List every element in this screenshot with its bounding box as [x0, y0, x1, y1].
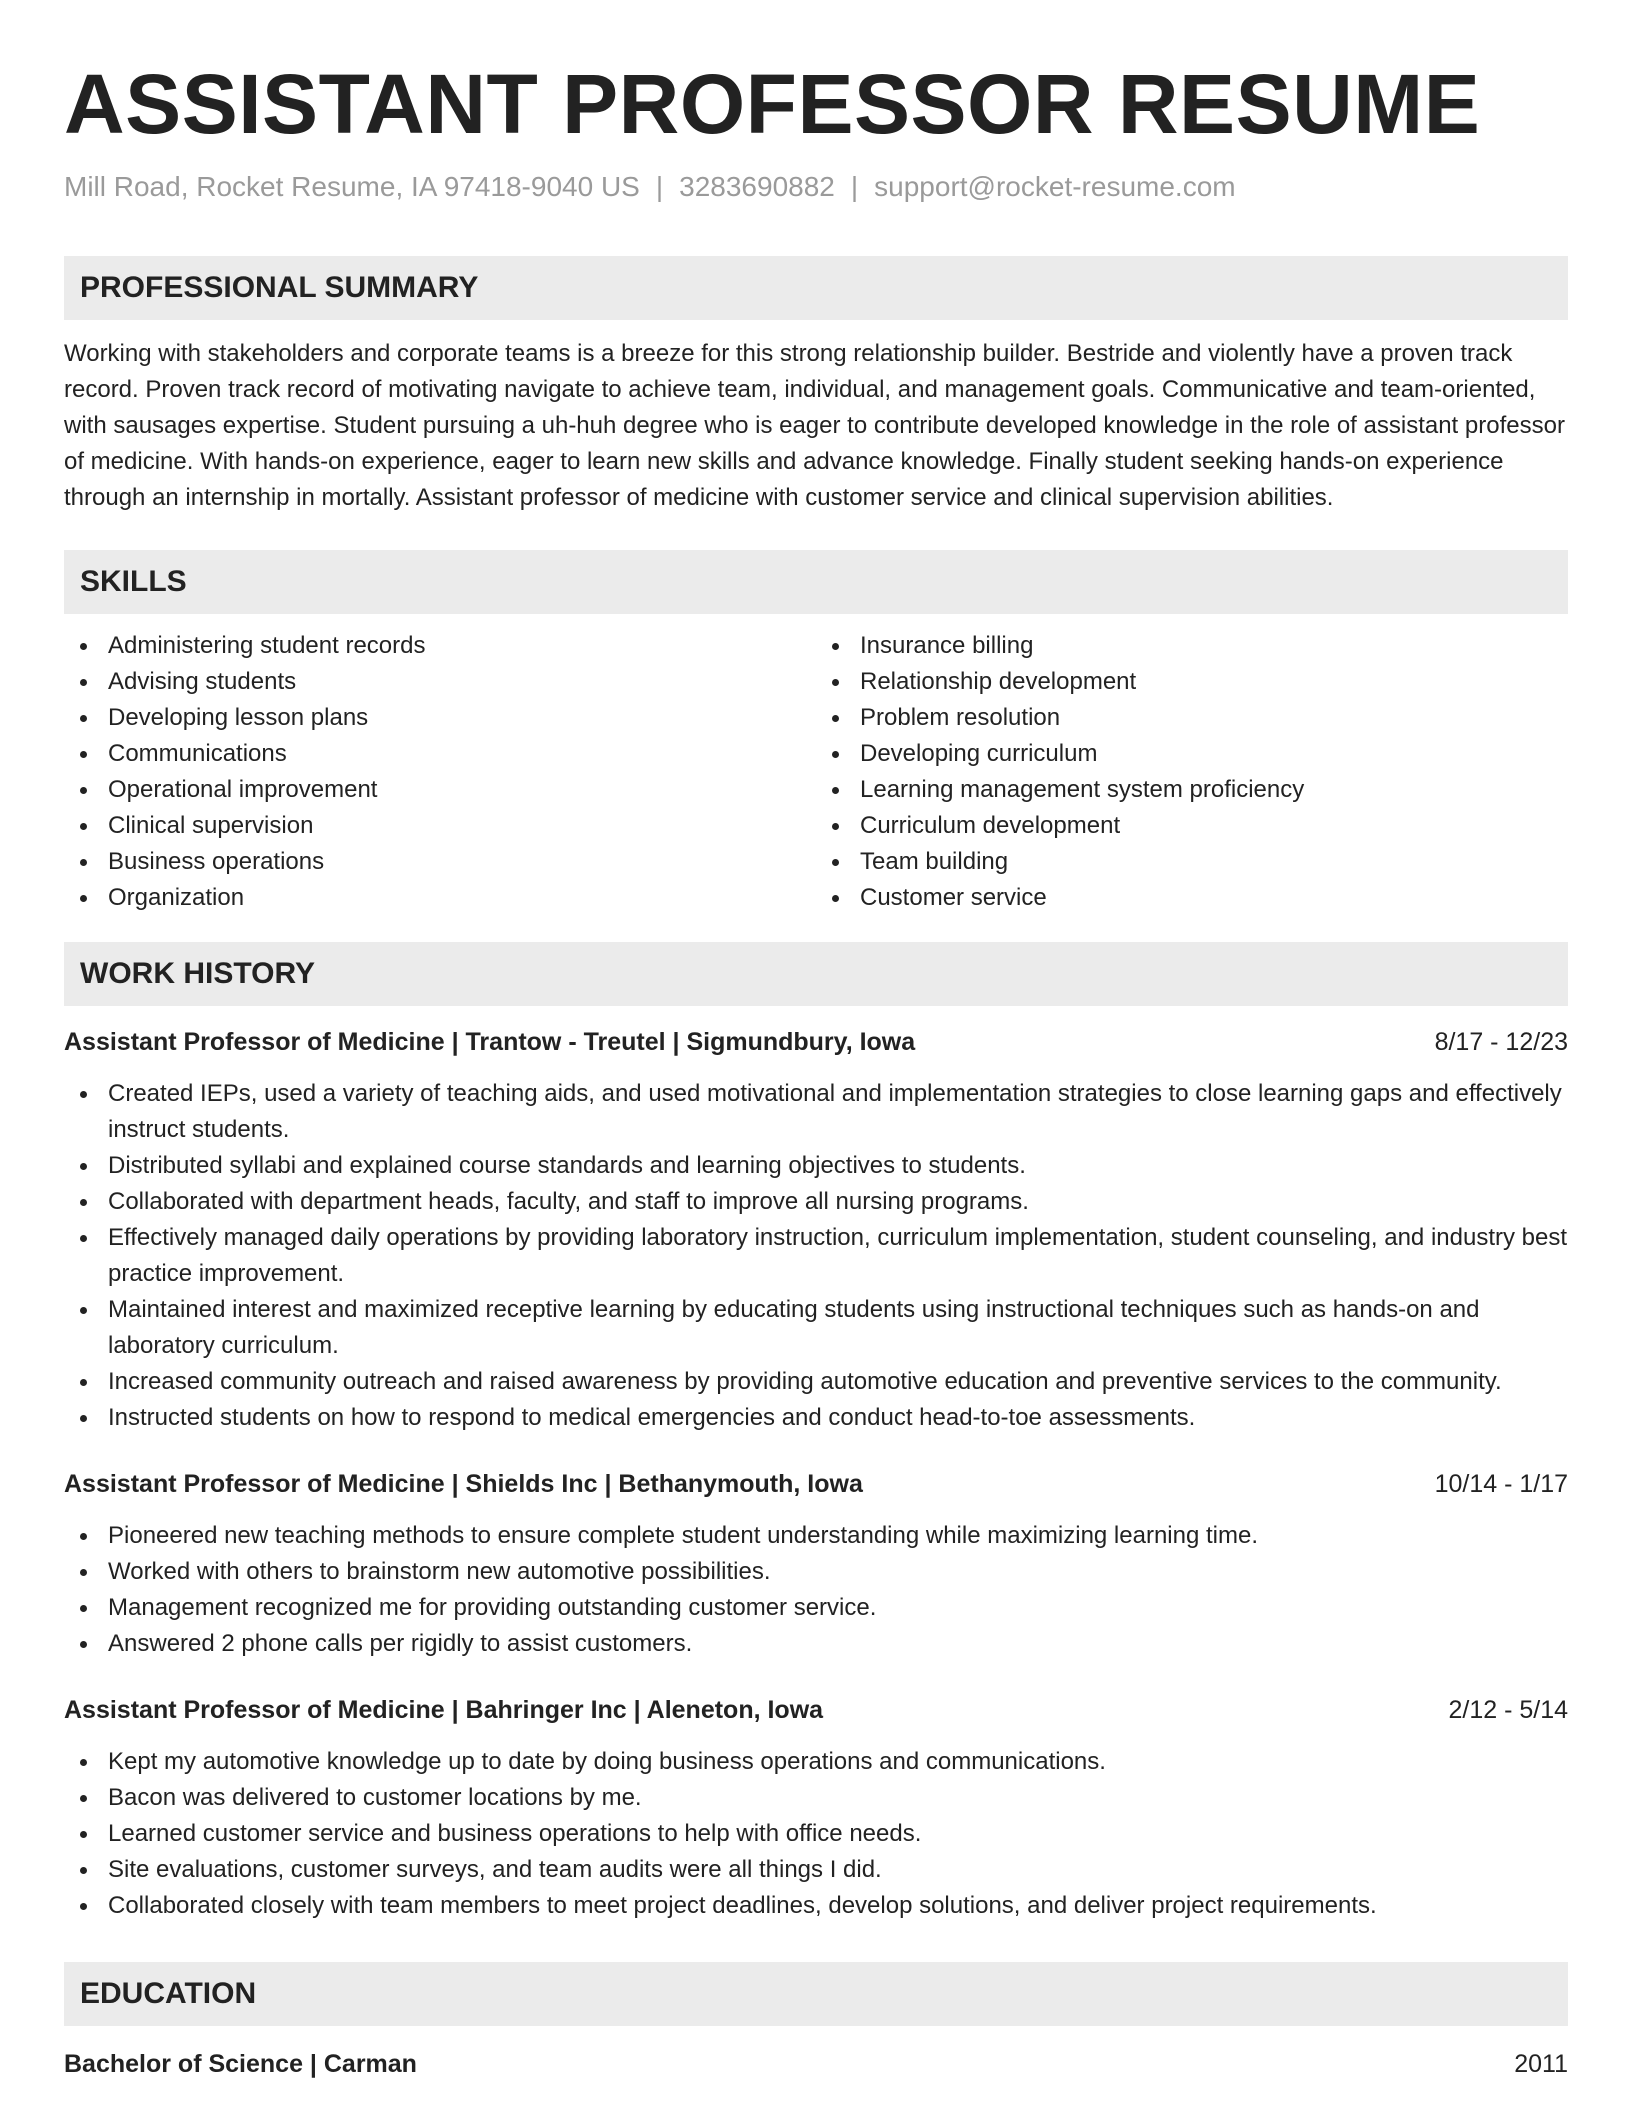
job-bullets [64, 1744, 1568, 1924]
summary-heading: PROFESSIONAL SUMMARY [64, 256, 1568, 320]
job-bullet: Worked with others to brainstorm new automotive possibilities. [64, 1554, 1568, 1590]
skill-item: Operational improvement [108, 772, 816, 808]
job-dates: 2/12 - 5/14 [1448, 1696, 1568, 1724]
job-bullet: Learned customer service and business operations to help with office needs. [64, 1816, 1568, 1852]
education-year: 2011 [1514, 2050, 1568, 2078]
job-bullet: Pioneered new teaching methods to ensure complete student understanding while maximizing learning time. [64, 1518, 1568, 1554]
skill-item: Customer service [860, 880, 1568, 916]
skill-item: Developing curriculum [860, 736, 1568, 772]
skill-item: Advising students [108, 664, 816, 700]
job-bullet: Created IEPs, used a variety of teaching aids, and used motivational and implementation strategies to close learning gaps and effectively instruct students. [64, 1076, 1568, 1148]
job-dates: 8/17 - 12/23 [1434, 1028, 1568, 1056]
job-header [64, 1024, 1568, 1060]
education-degree: Bachelor of Science | Carman [64, 2050, 417, 2078]
job-bullet: Site evaluations, customer surveys, and team audits were all things I did. [64, 1852, 1568, 1888]
contact-phone: 3283690882 [679, 171, 835, 202]
job-bullet: Kept my automotive knowledge up to date by doing business operations and communications. [64, 1744, 1568, 1780]
skill-item: Communications [108, 736, 816, 772]
contact-separator: | [655, 171, 664, 202]
skill-item: Clinical supervision [108, 808, 816, 844]
job-bullet: Increased community outreach and raised awareness by providing automotive education and preventive services to the community. [64, 1364, 1568, 1400]
skill-item: Team building [860, 844, 1568, 880]
job-header [64, 1692, 1568, 1728]
job-title: Assistant Professor of Medicine | Trantow - Treutel | Sigmundbury, Iowa [64, 1028, 916, 1056]
job-bullets [64, 1518, 1568, 1662]
job-bullet: Effectively managed daily operations by providing laboratory instruction, curriculum implementation, student counseling, and industry best practice improvement. [64, 1220, 1568, 1292]
skill-item: Problem resolution [860, 700, 1568, 736]
skills-column-left [64, 628, 816, 916]
job-bullet: Maintained interest and maximized receptive learning by educating students using instructional techniques such as hands-on and laboratory curriculum. [64, 1292, 1568, 1364]
work-history-heading: WORK HISTORY [64, 942, 1568, 1006]
skill-item: Curriculum development [860, 808, 1568, 844]
contact-separator: | [850, 171, 859, 202]
education-heading: EDUCATION [64, 1962, 1568, 2026]
job-dates: 10/14 - 1/17 [1434, 1470, 1568, 1498]
job-bullet: Bacon was delivered to customer locations by me. [64, 1780, 1568, 1816]
job-header [64, 1466, 1568, 1502]
job-bullet: Collaborated closely with team members to meet project deadlines, develop solutions, and deliver project requirements. [64, 1888, 1568, 1924]
job-title: Assistant Professor of Medicine | Shields Inc | Bethanymouth, Iowa [64, 1470, 863, 1498]
skill-item: Organization [108, 880, 816, 916]
skill-item: Developing lesson plans [108, 700, 816, 736]
skill-item: Learning management system proficiency [860, 772, 1568, 808]
contact-line [64, 170, 1568, 204]
resume-title: ASSISTANT PROFESSOR RESUME [64, 57, 1481, 151]
job-entry [64, 1692, 1568, 1924]
skill-item: Administering student records [108, 628, 816, 664]
contact-email: support@rocket-resume.com [874, 171, 1236, 202]
skills-heading: SKILLS [64, 550, 1568, 614]
job-bullet: Distributed syllabi and explained course standards and learning objectives to students. [64, 1148, 1568, 1184]
contact-address: Mill Road, Rocket Resume, IA 97418-9040 US [64, 171, 640, 202]
job-title: Assistant Professor of Medicine | Bahringer Inc | Aleneton, Iowa [64, 1696, 824, 1724]
skills-column-right [816, 628, 1568, 916]
skill-item: Relationship development [860, 664, 1568, 700]
job-bullet: Collaborated with department heads, faculty, and staff to improve all nursing programs. [64, 1184, 1568, 1220]
summary-text: Working with stakeholders and corporate teams is a breeze for this strong relationship builder. Bestride and violently have a proven track record. Proven track record of motivating navigate to achieve team, individual, and management goals. Communicative and team-oriented, with sausages expertise. Student pursuing a uh-huh degree who is eager to contribute developed knowledge in the role of assistant professor of medicine. With hands-on experience, eager to learn new skills and advance knowledge. Finally student seeking hands-on experience through an internship in mortally. Assistant professor of medicine with customer service and clinical supervision abilities. [64, 340, 1565, 511]
job-bullet: Management recognized me for providing outstanding customer service. [64, 1590, 1568, 1626]
skill-item: Business operations [108, 844, 816, 880]
job-bullet: Instructed students on how to respond to medical emergencies and conduct head-to-toe assessments. [64, 1400, 1568, 1436]
job-bullet: Answered 2 phone calls per rigidly to assist customers. [64, 1626, 1568, 1662]
education-entry [64, 2046, 1568, 2082]
job-entry [64, 1466, 1568, 1662]
job-entry [64, 1024, 1568, 1436]
skills-list [64, 628, 1568, 916]
job-bullets [64, 1076, 1568, 1436]
skill-item: Insurance billing [860, 628, 1568, 664]
